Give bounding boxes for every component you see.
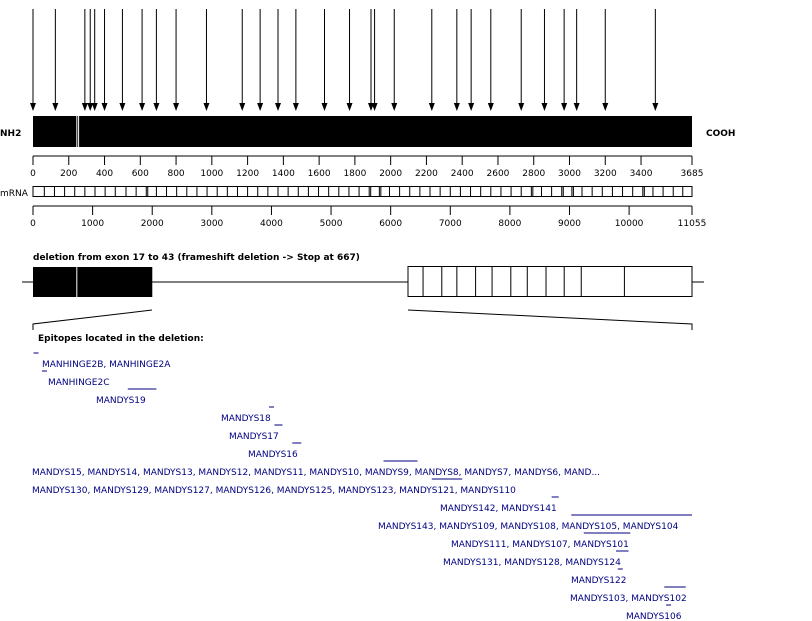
n-terminus-label: NH2 [0, 129, 22, 139]
protein-tick-label: 3000 [558, 169, 581, 179]
arrow-head-icon [488, 103, 494, 111]
epitope-arrows [30, 9, 658, 111]
arrow-head-icon [652, 103, 658, 111]
arrow-head-icon [119, 103, 125, 111]
arrow-head-icon [429, 103, 435, 111]
protein-tick-label: 1200 [236, 169, 260, 179]
protein-bar [33, 116, 692, 147]
arrow-head-icon [468, 103, 474, 111]
protein-tick-label: 1000 [200, 169, 224, 179]
c-terminus-label: COOH [706, 129, 736, 139]
zoom-bracket-right [408, 310, 692, 330]
epitope-label: MANHINGE2C [48, 378, 110, 388]
mrna-tick-label: 1000 [81, 219, 105, 229]
arrow-head-icon [275, 103, 281, 111]
protein-tick-label: 2200 [414, 169, 438, 179]
deletion-title: deletion from exon 17 to 43 (frameshift deletion -> Stop at 667) [33, 253, 360, 263]
epitope-label: MANDYS143, MANDYS109, MANDYS108, MANDYS105, MANDYS104 [378, 522, 679, 532]
protein-tick-label: 600 [131, 169, 149, 179]
mrna-tick-label: 0 [30, 219, 36, 229]
protein-tick-label: 2400 [450, 169, 474, 179]
epitope-label: MANDYS106 [626, 612, 682, 621]
epitope-label: MANDYS111, MANDYS107, MANDYS101 [451, 540, 629, 550]
arrow-head-icon [574, 103, 580, 111]
mrna-tick-label: 4000 [259, 219, 283, 229]
epitope-label: MANDYS103, MANDYS102 [570, 594, 687, 604]
arrow-head-icon [173, 103, 179, 111]
protein-tick-label: 3400 [629, 169, 653, 179]
protein-tick-label: 2000 [379, 169, 403, 179]
protein-tick-label: 0 [30, 169, 36, 179]
arrow-head-icon [541, 103, 547, 111]
mrna-tick-label: 3000 [200, 219, 224, 229]
zoom-bracket-left [33, 310, 152, 330]
arrow-head-icon [347, 103, 353, 111]
arrow-head-icon [321, 103, 327, 111]
arrow-head-icon [561, 103, 567, 111]
arrow-head-icon [257, 103, 263, 111]
arrow-head-icon [30, 103, 36, 111]
epitope-label: MANDYS130, MANDYS129, MANDYS127, MANDYS126, MANDYS125, MANDYS123, MANDYS121, MANDYS110 [32, 486, 516, 496]
protein-tick-label: 1600 [307, 169, 331, 179]
arrow-head-icon [139, 103, 145, 111]
arrow-head-icon [239, 103, 245, 111]
mrna-tick-label: 5000 [319, 219, 343, 229]
deletion-schematic [22, 267, 704, 331]
arrow-head-icon [92, 103, 98, 111]
arrow-head-icon [82, 103, 88, 111]
epitope-label: MANDYS142, MANDYS141 [440, 504, 557, 514]
truncated-protein-block [33, 267, 152, 297]
epitope-label: MANDYS122 [571, 576, 627, 586]
epitope-label: MANHINGE2B, MANHINGE2A [42, 360, 171, 370]
epitope-label: MANDYS16 [248, 450, 298, 460]
protein-tick-label: 400 [95, 169, 114, 179]
epitope-label: MANDYS18 [221, 414, 271, 424]
arrow-head-icon [203, 103, 209, 111]
epitope-list [32, 353, 692, 621]
epitope-label: MANDYS15, MANDYS14, MANDYS13, MANDYS12, MANDYS11, MANDYS10, MANDYS9, MANDYS8, MANDYS7, MANDYS6, MAND... [32, 468, 601, 478]
epitope-label: MANDYS19 [96, 396, 146, 406]
arrow-head-icon [293, 103, 299, 111]
arrow-head-icon [454, 103, 460, 111]
mrna-tick-label: 8000 [498, 219, 522, 229]
mrna-tick-label: 9000 [558, 219, 581, 229]
mrna-label: mRNA [0, 189, 28, 199]
protein-end-label: 3685 [680, 169, 704, 179]
arrow-head-icon [52, 103, 58, 111]
protein-tick-label: 1400 [271, 169, 295, 179]
mrna-tick-label: 7000 [438, 219, 462, 229]
mrna-bar [33, 187, 692, 197]
deleted-region-box [408, 267, 692, 297]
arrow-head-icon [153, 103, 159, 111]
protein-tick-label: 200 [60, 169, 78, 179]
protein-tick-label: 3200 [593, 169, 617, 179]
arrow-head-icon [391, 103, 397, 111]
protein-domain-block [33, 116, 692, 147]
mrna-tick-label: 6000 [379, 219, 403, 229]
epitope-label: MANDYS17 [229, 432, 279, 442]
arrow-head-icon [602, 103, 608, 111]
mrna-tick-label: 10000 [614, 219, 644, 229]
arrow-head-icon [102, 103, 108, 111]
mrna-end-label: 11055 [677, 219, 707, 229]
epitope-label: MANDYS131, MANDYS128, MANDYS124 [443, 558, 621, 568]
arrow-head-icon [518, 103, 524, 111]
protein-tick-label: 2600 [486, 169, 510, 179]
mrna-outline [33, 187, 692, 197]
protein-tick-label: 1800 [343, 169, 367, 179]
protein-tick-label: 2800 [522, 169, 546, 179]
epitopes-header: Epitopes located in the deletion: [38, 334, 204, 344]
protein-tick-label: 800 [167, 169, 185, 179]
mrna-axis [30, 206, 706, 229]
protein-axis [30, 156, 703, 179]
mrna-tick-label: 2000 [140, 219, 164, 229]
